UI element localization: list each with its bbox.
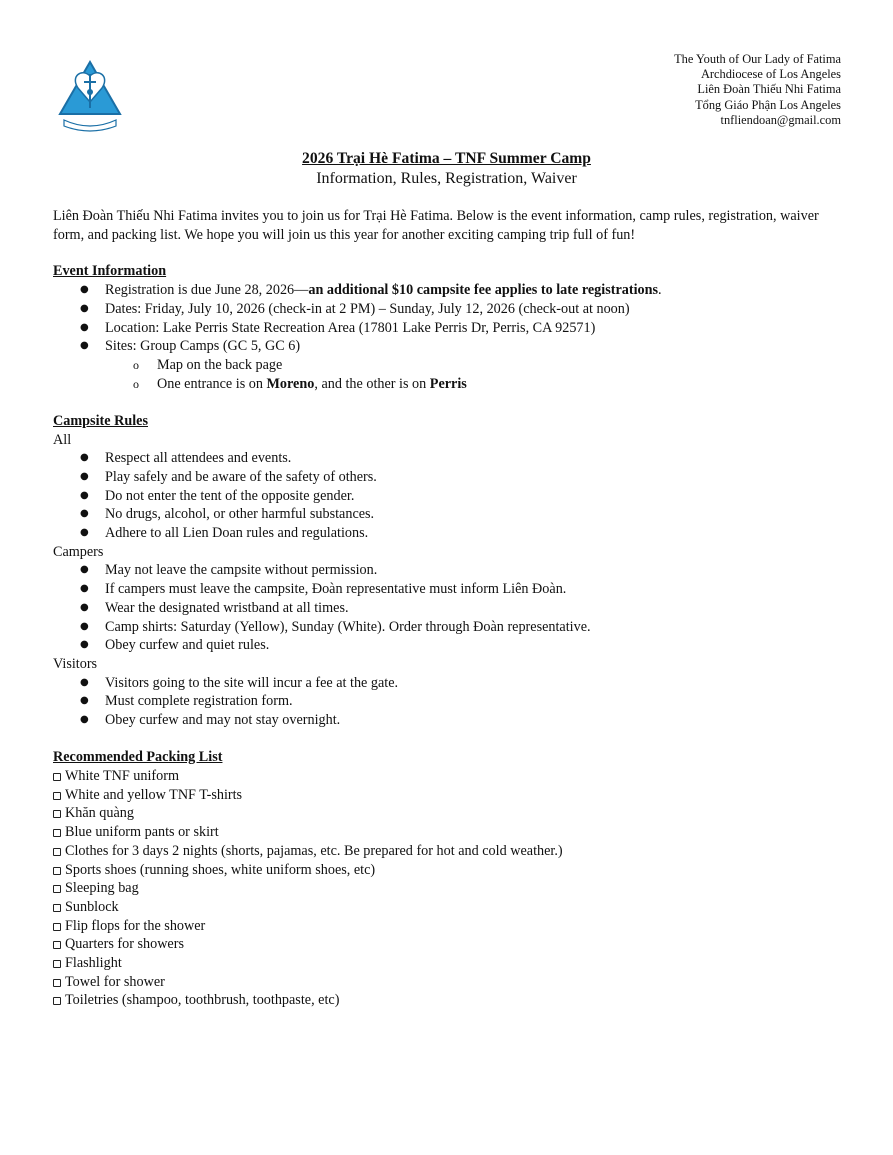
- rule-group-label: All: [53, 431, 72, 448]
- org-email: tnfliendoan@gmail.com: [720, 112, 841, 127]
- rule-item: ● Wear the designated wristband at all times.: [53, 599, 853, 618]
- rule-item: ● Adhere to all Lien Doan rules and regulations.: [53, 524, 853, 543]
- packing-checkbox-item[interactable]: Flip flops for the shower: [53, 917, 853, 936]
- late-fee-text: an additional $10 campsite fee applies to late registrations: [308, 282, 659, 299]
- org-line-english: The Youth of Our Lady of Fatima: [674, 52, 841, 66]
- rule-item: ● Obey curfew and quiet rules.: [53, 636, 853, 655]
- rule-item: ● Camp shirts: Saturday (Yellow), Sunday (White). Order through Đoàn representative.: [53, 618, 853, 637]
- rule-item: ● If campers must leave the campsite, Đoàn representative must inform Liên Đoàn.: [53, 580, 853, 599]
- campsite-rules-groups: [53, 431, 853, 730]
- rule-item: ● Must complete registration form.: [53, 692, 853, 711]
- campsite-rules-heading: Campsite Rules: [53, 412, 148, 429]
- packing-checkbox-item[interactable]: Sunblock: [53, 898, 853, 917]
- entrance-text: , and the other is on: [314, 375, 430, 392]
- rule-item: ● Visitors going to the site will incur a fee at the gate.: [53, 674, 853, 693]
- packing-checkbox-item[interactable]: Blue uniform pants or skirt: [53, 823, 853, 842]
- packing-list: [53, 767, 853, 1010]
- sub-list-item: o Map on the back page: [53, 356, 853, 375]
- registration-period: .: [658, 282, 662, 299]
- rule-group-label: Campers: [53, 543, 104, 560]
- packing-checkbox-item[interactable]: Khăn quàng: [53, 804, 853, 823]
- organization-header: [674, 52, 841, 128]
- org-line-vietnamese: Liên Đoàn Thiếu Nhi Fatima: [697, 82, 841, 97]
- packing-checkbox-item[interactable]: Toiletries (shampoo, toothbrush, toothpaste, etc): [53, 991, 853, 1010]
- event-info-heading: Event Information: [53, 263, 167, 280]
- packing-checkbox-item[interactable]: Flashlight: [53, 954, 853, 973]
- packing-list-heading: Recommended Packing List: [53, 749, 223, 766]
- packing-checkbox-item[interactable]: Sports shoes (running shoes, white uniform shoes, etc): [53, 861, 853, 880]
- org-line-archdiocese-vn: Tổng Giáo Phận Los Angeles: [695, 97, 841, 112]
- rule-group-list: [53, 561, 853, 655]
- rule-item: ● Obey curfew and may not stay overnight.: [53, 711, 853, 730]
- rule-item: ● No drugs, alcohol, or other harmful substances.: [53, 505, 853, 524]
- list-item: ● Location: Lake Perris State Recreation Area (17801 Lake Perris Dr, Perris, CA 92571): [53, 319, 853, 338]
- entrance-moreno: Moreno: [266, 375, 315, 392]
- entrance-perris: Perris: [429, 375, 467, 392]
- rule-item: ● May not leave the campsite without permission.: [53, 561, 853, 580]
- packing-checkbox-item[interactable]: White TNF uniform: [53, 767, 853, 786]
- packing-checkbox-item[interactable]: Quarters for showers: [53, 935, 853, 954]
- fatima-logo-icon: [56, 58, 134, 136]
- org-line-archdiocese: Archdiocese of Los Angeles: [700, 67, 841, 82]
- packing-checkbox-item[interactable]: White and yellow TNF T-shirts: [53, 786, 853, 805]
- rule-item: ● Do not enter the tent of the opposite gender.: [53, 487, 853, 506]
- list-item: [53, 281, 853, 300]
- rule-item: ● Play safely and be aware of the safety of others.: [53, 468, 853, 487]
- packing-checkbox-item[interactable]: Sleeping bag: [53, 879, 853, 898]
- entrance-text: One entrance is on: [157, 375, 267, 392]
- rule-group-list: [53, 449, 853, 543]
- event-info-list: [53, 281, 853, 393]
- rule-group-label: Visitors: [53, 655, 98, 672]
- page-title: 2026 Trại Hè Fatima – TNF Summer Camp: [302, 150, 591, 167]
- sub-list-item: [53, 375, 853, 394]
- page-subtitle: Information, Rules, Registration, Waiver: [316, 170, 577, 187]
- list-item: ● Sites: Group Camps (GC 5, GC 6): [53, 337, 853, 356]
- registration-text: Registration is due June 28, 2026—: [105, 282, 309, 299]
- rule-item: ● Respect all attendees and events.: [53, 449, 853, 468]
- packing-checkbox-item[interactable]: Clothes for 3 days 2 nights (shorts, pajamas, etc. Be prepared for hot and cold weather.): [53, 842, 853, 861]
- rule-group-list: [53, 674, 853, 730]
- packing-checkbox-item[interactable]: Towel for shower: [53, 973, 853, 992]
- intro-paragraph: Liên Đoàn Thiếu Nhi Fatima invites you to join us for Trại Hè Fatima. Below is the event information, camp rules, registration, waiver form, and packing list. We hope you will join us this year for another exciting camping trip full of fun!: [53, 208, 819, 243]
- list-item: ● Dates: Friday, July 10, 2026 (check-in at 2 PM) – Sunday, July 12, 2026 (check-out at noon): [53, 300, 853, 319]
- document-body: [53, 207, 853, 1010]
